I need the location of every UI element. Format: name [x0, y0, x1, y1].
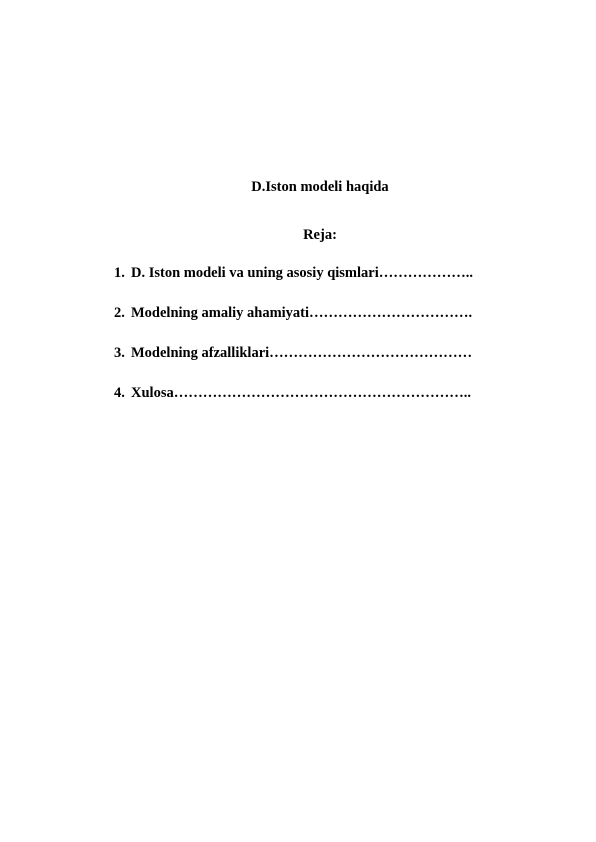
toc-item-leader: ……………………………. — [309, 305, 473, 321]
toc-item-4 — [114, 384, 534, 402]
toc-item-number: 2. — [114, 305, 125, 321]
toc-item-number: 3. — [114, 345, 125, 361]
toc-item-leader: ……………….. — [378, 265, 474, 281]
toc-item-2 — [114, 304, 534, 322]
toc-item-number: 4. — [114, 385, 125, 401]
toc-item-leader: …………………………………………………….. — [173, 385, 471, 401]
table-of-contents — [114, 264, 534, 424]
toc-item-leader: …………………………………… — [269, 345, 473, 361]
toc-item-text: Xulosa — [131, 385, 174, 401]
toc-item-3 — [114, 344, 534, 362]
toc-item-text: Modelning afzalliklari — [131, 345, 270, 361]
toc-item-text: Modelning amaliy ahamiyati — [131, 305, 310, 321]
toc-item-number: 1. — [114, 265, 125, 281]
document-title: D.Iston modeli haqida — [251, 179, 389, 195]
toc-item-1 — [114, 264, 534, 282]
toc-item-text: D. Iston modeli va uning asosiy qismlari — [131, 265, 379, 281]
plan-heading: Reja: — [303, 227, 337, 243]
